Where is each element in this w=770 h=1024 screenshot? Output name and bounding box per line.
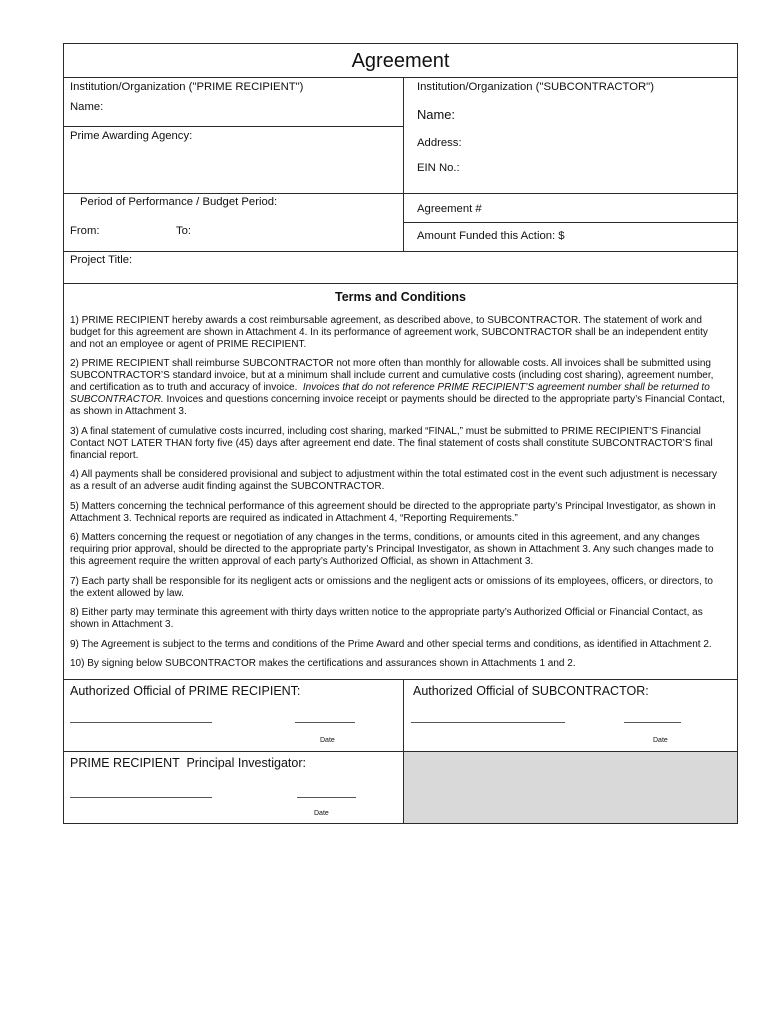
prime-pi-date-label: Date bbox=[314, 810, 329, 817]
period-from-label: From: bbox=[70, 225, 100, 237]
divider-project-title bbox=[63, 283, 738, 284]
divider-column-signatures bbox=[403, 679, 404, 824]
divider-prime-name bbox=[63, 126, 404, 127]
page-title: Agreement bbox=[351, 50, 450, 72]
prime-pi-date-field[interactable] bbox=[297, 797, 356, 798]
period-to-label: To: bbox=[176, 225, 192, 237]
term-2-emphasis: Invoices that do not reference PRIME RECIPIENT’S agreement number shall be returned to SUBCONTRACTOR. bbox=[70, 382, 710, 406]
divider-column-top bbox=[403, 77, 404, 251]
prime-official-signature-field[interactable] bbox=[70, 722, 212, 723]
agreement-number-label: Agreement # bbox=[417, 203, 482, 215]
term-7: 7) Each party shall be responsible for its negligent acts or omissions and the negligent acts or omissions of its employees, officers, or directors, to the extent allowed by law. bbox=[70, 575, 713, 599]
prime-official-date-field[interactable] bbox=[295, 722, 355, 723]
sub-name-label: Name: bbox=[417, 107, 455, 122]
term-9: 9) The Agreement is subject to the terms and conditions of the Prime Award and other special terms and conditions, as identified in Attachment 2. bbox=[70, 638, 712, 650]
prime-org-label: Institution/Organization ("PRIME RECIPIENT") bbox=[70, 81, 304, 93]
sub-official-signature-field[interactable] bbox=[411, 722, 565, 723]
divider-terms bbox=[63, 679, 738, 680]
divider-parties bbox=[63, 193, 738, 194]
sub-ein-label: EIN No.: bbox=[417, 162, 460, 174]
prime-name-label: Name: bbox=[70, 101, 104, 113]
divider-agreement-number bbox=[403, 222, 738, 223]
prime-pi-label: PRIME RECIPIENT Principal Investigator: bbox=[70, 756, 306, 770]
sub-official-date-label: Date bbox=[653, 737, 668, 744]
prime-awarding-agency-label: Prime Awarding Agency: bbox=[70, 130, 193, 142]
divider-title bbox=[63, 77, 738, 78]
term-6: 6) Matters concerning the request or negotiation of any changes in the terms, conditions, or amounts cited in this agreement, and any changes requiring prior approval, should be directed to the appropriate party’s Principal Investigator, as shown in Attachment 3. Any such changes made to this agreement require the written approval of each party’s Authorized Official, as shown in Attachment 3. bbox=[70, 532, 714, 568]
sub-official-label: Authorized Official of SUBCONTRACTOR: bbox=[413, 684, 649, 698]
term-10: 10) By signing below SUBCONTRACTOR makes the certifications and assurances shown in Attachments 1 and 2. bbox=[70, 657, 576, 669]
term-2 bbox=[70, 358, 734, 418]
divider-period bbox=[63, 251, 738, 252]
prime-official-date-label: Date bbox=[320, 737, 335, 744]
project-title-label: Project Title: bbox=[70, 254, 133, 266]
term-1: 1) PRIME RECIPIENT hereby awards a cost reimbursable agreement, as described above, to SUBCONTRACTOR. The statement of work and budget for this agreement are shown in Attachment 4. In its performance of agreement work, SUBCONTRACTOR shall be an independent entity and not an employee or agent of PRIME RECIPIENT. bbox=[70, 315, 708, 350]
terms-list bbox=[70, 315, 734, 677]
prime-official-label: Authorized Official of PRIME RECIPIENT: bbox=[70, 684, 301, 698]
sub-org-label: Institution/Organization ("SUBCONTRACTOR") bbox=[417, 81, 654, 93]
term-2-text-after: Invoices and questions concerning invoice receipt or payments should be directed to the appropriate party’s Financial Contact, as shown in Attachment 3. bbox=[70, 394, 725, 418]
sub-address-label: Address: bbox=[417, 137, 462, 149]
term-4: 4) All payments shall be considered provisional and subject to adjustment within the total estimated cost in the event such adjustment is necessary as a result of an adverse audit finding against the SUBCONTRACTOR. bbox=[70, 469, 718, 493]
prime-pi-signature-field[interactable] bbox=[70, 797, 212, 798]
terms-heading: Terms and Conditions bbox=[334, 290, 467, 304]
amount-funded-label: Amount Funded this Action: $ bbox=[417, 230, 565, 242]
term-8: 8) Either party may terminate this agreement with thirty days written notice to the appropriate party’s Authorized Official or Financial Contact, as shown in Attachment 3. bbox=[70, 607, 703, 631]
term-2-text-before: 2) PRIME RECIPIENT shall reimburse SUBCONTRACTOR not more often than monthly for allowable costs. All invoices shall be submitted using SUBCONTRACTOR’S standard invoice, but at a minimum shall include current and cumulative costs (including cost sharing), agreement number, and certification as to truth and accuracy of invoice. bbox=[70, 358, 714, 394]
term-3: 3) A final statement of cumulative costs incurred, including cost sharing, marked “FINAL,” must be submitted to PRIME RECIPIENT’S Financial Contact NOT LATER THAN forty five (45) days after agreement end date. The final statement of costs shall constitute SUBCONTRACTOR’S final financial report. bbox=[70, 425, 713, 461]
sub-official-date-field[interactable] bbox=[624, 722, 681, 723]
period-label: Period of Performance / Budget Period: bbox=[80, 196, 278, 208]
divider-signatures bbox=[63, 751, 738, 752]
shaded-empty-cell bbox=[404, 752, 737, 823]
term-5: 5) Matters concerning the technical performance of this agreement should be directed to the appropriate party’s Principal Investigator, as shown in Attachment 3. Technical reports are required as indicated in Attachment 4, “Reporting Requirements.” bbox=[70, 500, 716, 524]
